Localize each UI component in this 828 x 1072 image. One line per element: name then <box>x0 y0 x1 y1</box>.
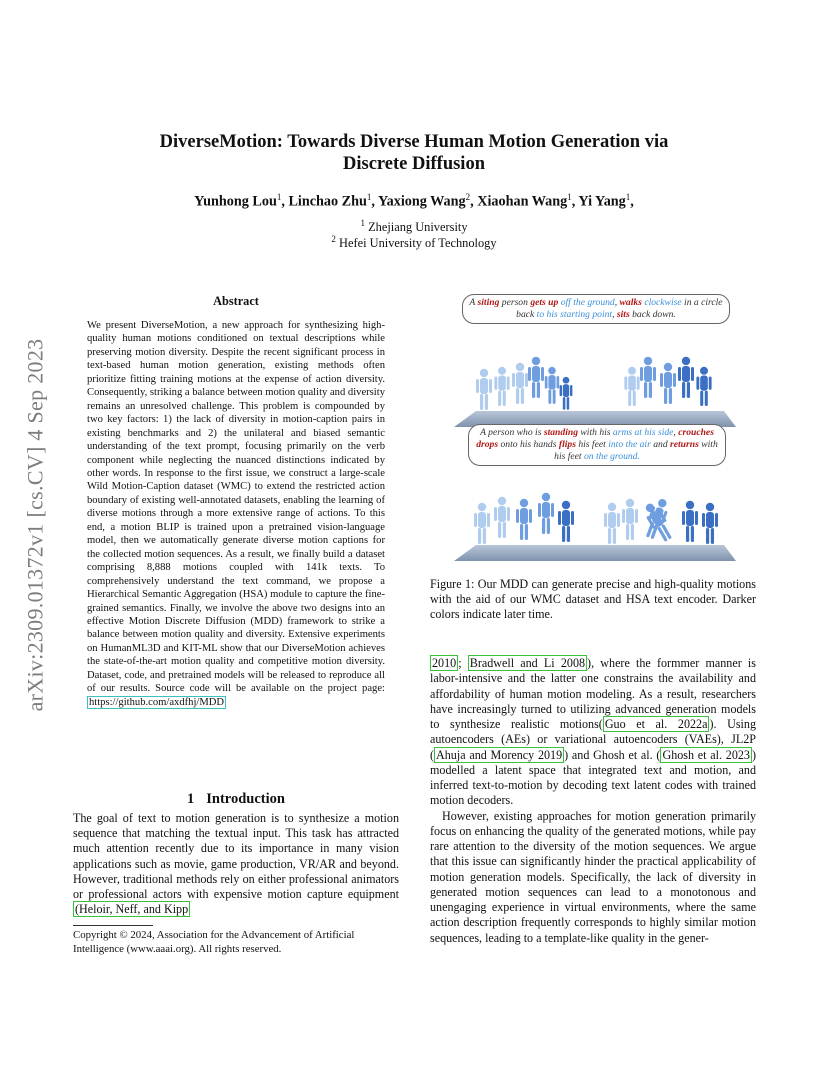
verb-highlight: standing <box>543 427 578 438</box>
bubble-text: , <box>614 297 620 308</box>
bubble-text: his feet <box>575 439 609 450</box>
copyright-notice: Copyright © 2024, Association for the Advancement of Artificial Intelligence (www.aaai.org). All rights reserved. <box>73 929 355 955</box>
affiliation-2: $^2$ Hefei University of Technology <box>331 234 497 251</box>
verb-highlight: drops <box>476 439 499 450</box>
verb-highlight: returns <box>670 439 699 450</box>
verb-highlight: gets up <box>530 297 559 308</box>
modifier-highlight: off the ground <box>558 297 615 308</box>
bubble-text: A <box>469 297 478 308</box>
modifier-highlight: on the ground. <box>583 451 640 462</box>
bubble-text: with his <box>578 427 613 438</box>
author-name: Linchao Zhu <box>288 193 367 210</box>
project-link[interactable]: https://github.com/axdfhj/MDD <box>89 696 225 708</box>
modifier-highlight: into the air <box>608 439 651 450</box>
footnote-rule <box>73 925 153 926</box>
paragraph-2: However, existing approaches for motion generation primarily focus on enhancing the quality of the generated motions, while pay rare attention to the diversity of the motion sequences. We argue that this issue can significantly hinder the practical applicability of motion generation models. Specifically, the lack of diversity in generated motion sequences can lead to a monotonous and unengaging experience in virtual environments, where the same action description frequently corresponds to highly similar motion sequences, leading to a template-like quality in the gener- <box>430 808 756 945</box>
verb-highlight: walks <box>619 297 642 308</box>
intro-text: The goal of text to motion generation is to synthesize a motion sequence that matching the textual input. This task has attracted much attention recently due to its importance in many vision applications such as movie, game production, VR/AR and beyond. However, traditional methods rely on either professional animators or professional actors with expensive motion capture equipment (Heloir, Neff, and Kipp <box>73 811 399 917</box>
verb-highlight: sits <box>616 309 630 320</box>
affiliation-1: $^1$ Zhejiang University <box>360 218 468 235</box>
citation-link[interactable]: Bradwell and Li 2008 <box>469 656 586 670</box>
citation-heloir[interactable]: (Heloir, Neff, and Kipp <box>75 902 189 917</box>
author-name: Xiaohan Wang <box>477 193 568 210</box>
right-column-text <box>430 656 756 946</box>
bubble-text: and <box>650 439 671 450</box>
verb-highlight: siting <box>477 297 500 308</box>
section-heading-introduction: 1 Introduction <box>187 791 285 807</box>
bubble-text: onto his hands <box>498 439 559 450</box>
abstract-heading: Abstract <box>213 294 259 308</box>
author-affiliation-mark: 1 <box>276 192 282 202</box>
figure-caption: Figure 1: Our MDD can generate precise and high-quality motions with the aid of our WMC dataset and HSA text encoder. Darker colors indicate later time. <box>430 577 756 622</box>
verb-highlight: crouches <box>678 427 714 438</box>
caption-bubble-2 <box>468 424 726 466</box>
bubble-text: , <box>612 309 617 320</box>
bubble-text: with his feet <box>554 439 718 462</box>
paragraph-text: ; <box>458 656 468 670</box>
floor-bottom <box>454 545 736 561</box>
abstract-body: We present DiverseMotion, a new approach for synthesizing high-quality human motions conditioned on textual descriptions while preserving motion diversity. Despite the recent significant process in text-based human motion generation, existing methods often prioritize fitting training motions at the expense of action diversity. Consequently, striking a balance between motion quality and diversity remains an unresolved challenge. This problem is compounded by two key factors: 1) the lack of diversity in motion-caption pairs in existing benchmarks and 2) the unilateral and biased semantic understanding of the text prompt, focusing primarily on the verb component while neglecting the nuanced distinctions indicated by other words. In response to the first issue, we construct a large-scale Wild Motion-Caption dataset (WMC) to extend the restricted action boundary of existing well-annotated datasets, enabling the learning of diverse motions through a more extensive range of actions. To this end, a motion BLIP is trained upon a pretrained vision-language model, then we automatically generate diverse motion captions for the collected motion sequences. As a result, we finally build a dataset comprising 8,888 motions coupled with 141k texts. To comprehensively understand the text command, we propose a Hierarchical Semantic Aggregation (HSA) module to capture the fine-grained semantics. Finally, we involve the above two designs into an effective Motion Discrete Diffusion (MDD) framework to strike a balance between motion quality and diversity. Extensive experiments on HumanML3D and KIT-ML show that our DiverseMotion achieves the state-of-the-art motion quality and competitive motion diversity. Dataset, code, and pretrained models will be released to reproduce all of our results. Source code will be available on the project page: https://github.com/axdfhj/MDD <box>87 320 385 708</box>
author-name: Yaxiong Wang <box>377 193 466 210</box>
modifier-highlight: arms at his side <box>612 427 674 438</box>
citation-link[interactable]: Ghosh et al. 2023 <box>662 747 750 762</box>
author-affiliation-mark: 1 <box>567 192 572 202</box>
arxiv-stamp: arXiv:2309.01372v1 [cs.CV] 4 Sep 2023 <box>22 338 47 712</box>
paragraph-1 <box>430 656 756 809</box>
caption-bubble-1 <box>462 294 730 324</box>
author-list: Yunhong Lou$^1$, Linchao Zhu$^1$, Yaxiong Wang$^2$, Xiaohan Wang$^1$, Yi Yang$^1$, <box>194 192 634 210</box>
bubble-text: back down. <box>629 309 676 320</box>
author-affiliation-mark: 2 <box>465 192 471 202</box>
paper-title: DiverseMotion: Towards Diverse Human Motion Generation via Discrete Diffusion <box>159 132 669 174</box>
paragraph-text: ), where the formmer manner is labor-intensive and the latter one constrains the availability and affordability of human motion modeling. As a result, researchers have increasingly turned to utilizing advanced generation models to synthesize realistic motions( <box>430 656 756 731</box>
citation-link[interactable]: Ahuja and Morency 2019 <box>436 747 563 762</box>
author-affiliation-mark: 1 <box>366 192 372 202</box>
paragraph-text: ) modelled a latent space that integrated text and motion, and inferred text-to-motion by decoding text latent codes with trained motion decoders. <box>430 747 756 808</box>
verb-highlight: flips <box>558 439 576 450</box>
citation-link[interactable]: 2010 <box>432 656 457 670</box>
modifier-highlight: to his starting point <box>536 309 613 320</box>
paragraph-text: ) and Ghosh et al. ( <box>564 747 661 762</box>
paragraph-text: ). Using autoencoders (AEs) or variational autoencoders (VAEs), JL2P ( <box>430 717 757 762</box>
modifier-highlight: clockwise <box>641 297 682 308</box>
author-affiliation-mark: 1 <box>625 192 631 202</box>
bubble-text: , <box>673 427 679 438</box>
author-name: Yunhong Lou <box>194 193 277 210</box>
figure-1 <box>454 293 736 569</box>
bubble-text: in a circle back <box>516 297 723 320</box>
author-name: Yi Yang <box>578 193 626 210</box>
citation-link[interactable]: Guo et al. 2022a <box>604 717 708 731</box>
bubble-text: person <box>499 297 531 308</box>
bubble-text: A person who is <box>480 427 544 438</box>
